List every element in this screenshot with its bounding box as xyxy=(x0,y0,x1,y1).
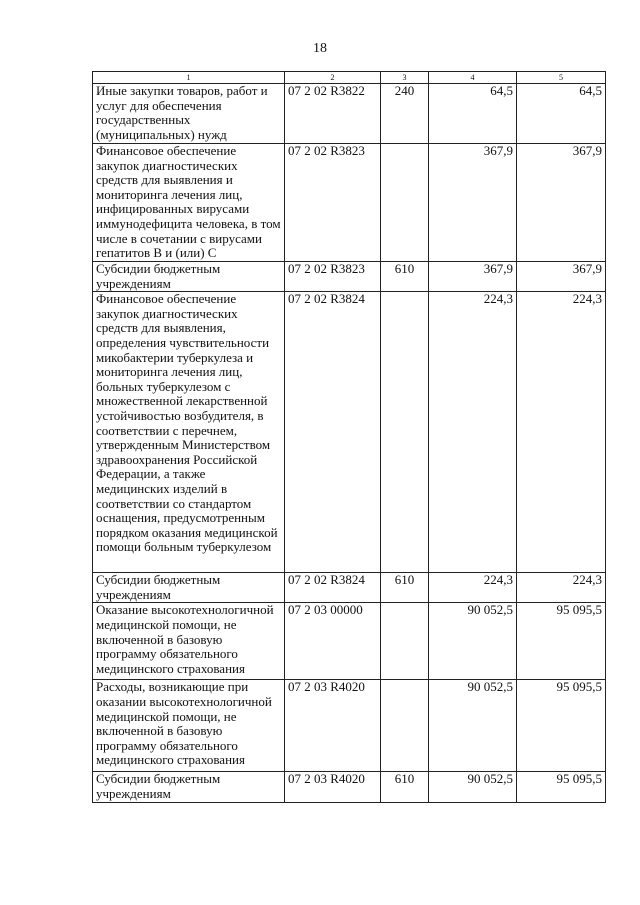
row-value-2: 95 095,5 xyxy=(517,772,606,803)
row-value-2: 367,9 xyxy=(517,262,606,292)
row-name: Расходы, возникающие при оказании высокотехнологичной медицинской помощи, не включенной в базовую программу обязательного медицинского страхования xyxy=(93,680,285,772)
header-col-4: 4 xyxy=(429,72,517,84)
table-row xyxy=(93,292,606,573)
row-name: Субсидии бюджетным учреждениям xyxy=(93,772,285,803)
header-col-1: 1 xyxy=(93,72,285,84)
row-code: 07 2 02 R3822 xyxy=(285,84,381,144)
row-vr xyxy=(381,292,429,573)
row-value-1: 367,9 xyxy=(429,262,517,292)
row-code: 07 2 02 R3824 xyxy=(285,292,381,573)
table-row xyxy=(93,772,606,803)
row-value-2: 224,3 xyxy=(517,292,606,573)
row-code: 07 2 03 R4020 xyxy=(285,680,381,772)
row-value-1: 367,9 xyxy=(429,144,517,262)
row-code: 07 2 02 R3823 xyxy=(285,262,381,292)
row-value-1: 90 052,5 xyxy=(429,603,517,680)
table-row xyxy=(93,144,606,262)
row-value-2: 95 095,5 xyxy=(517,680,606,772)
table-row xyxy=(93,262,606,292)
row-vr xyxy=(381,680,429,772)
row-value-2: 64,5 xyxy=(517,84,606,144)
row-vr: 610 xyxy=(381,573,429,603)
row-name: Оказание высокотехнологичной медицинской помощи, не включенной в базовую программу обязательного медицинского страхования xyxy=(93,603,285,680)
header-col-2: 2 xyxy=(285,72,381,84)
table-row xyxy=(93,680,606,772)
row-value-1: 90 052,5 xyxy=(429,680,517,772)
table-row xyxy=(93,84,606,144)
row-vr: 610 xyxy=(381,772,429,803)
row-code: 07 2 03 00000 xyxy=(285,603,381,680)
row-value-2: 224,3 xyxy=(517,573,606,603)
row-code: 07 2 03 R4020 xyxy=(285,772,381,803)
row-name: Субсидии бюджетным учреждениям xyxy=(93,573,285,603)
page-number: 18 xyxy=(313,41,327,56)
row-vr: 240 xyxy=(381,84,429,144)
row-value-1: 224,3 xyxy=(429,573,517,603)
header-col-3: 3 xyxy=(381,72,429,84)
row-value-1: 224,3 xyxy=(429,292,517,573)
table-header-row xyxy=(93,72,606,84)
row-value-2: 95 095,5 xyxy=(517,603,606,680)
row-name: Финансовое обеспечение закупок диагностических средств для выявления, определения чувствительности микобактерии туберкулеза и мониторинга лечения лиц, больных туберкулезом с множественной лекарственной устойчивостью возбудителя, в соответствии с перечнем, утвержденным Министерством здравоохранения Российской Федерации, а также медицинских изделий в соответствии со стандартом оснащения, предусмотренным порядком оказания медицинской помощи больным туберкулезом xyxy=(93,292,285,573)
header-col-5: 5 xyxy=(517,72,606,84)
row-name: Субсидии бюджетным учреждениям xyxy=(93,262,285,292)
row-code: 07 2 02 R3824 xyxy=(285,573,381,603)
row-name: Финансовое обеспечение закупок диагностических средств для выявления и мониторинга лечения лиц, инфицированных вирусами иммунодефицита человека, в том числе в сочетании с вирусами гепатитов B и (или) C xyxy=(93,144,285,262)
row-vr xyxy=(381,144,429,262)
row-code: 07 2 02 R3823 xyxy=(285,144,381,262)
budget-table xyxy=(92,71,606,803)
row-value-1: 64,5 xyxy=(429,84,517,144)
row-value-1: 90 052,5 xyxy=(429,772,517,803)
row-vr xyxy=(381,603,429,680)
row-value-2: 367,9 xyxy=(517,144,606,262)
row-vr: 610 xyxy=(381,262,429,292)
table-row xyxy=(93,573,606,603)
table-row xyxy=(93,603,606,680)
row-name: Иные закупки товаров, работ и услуг для обеспечения государственных (муниципальных) нужд xyxy=(93,84,285,144)
